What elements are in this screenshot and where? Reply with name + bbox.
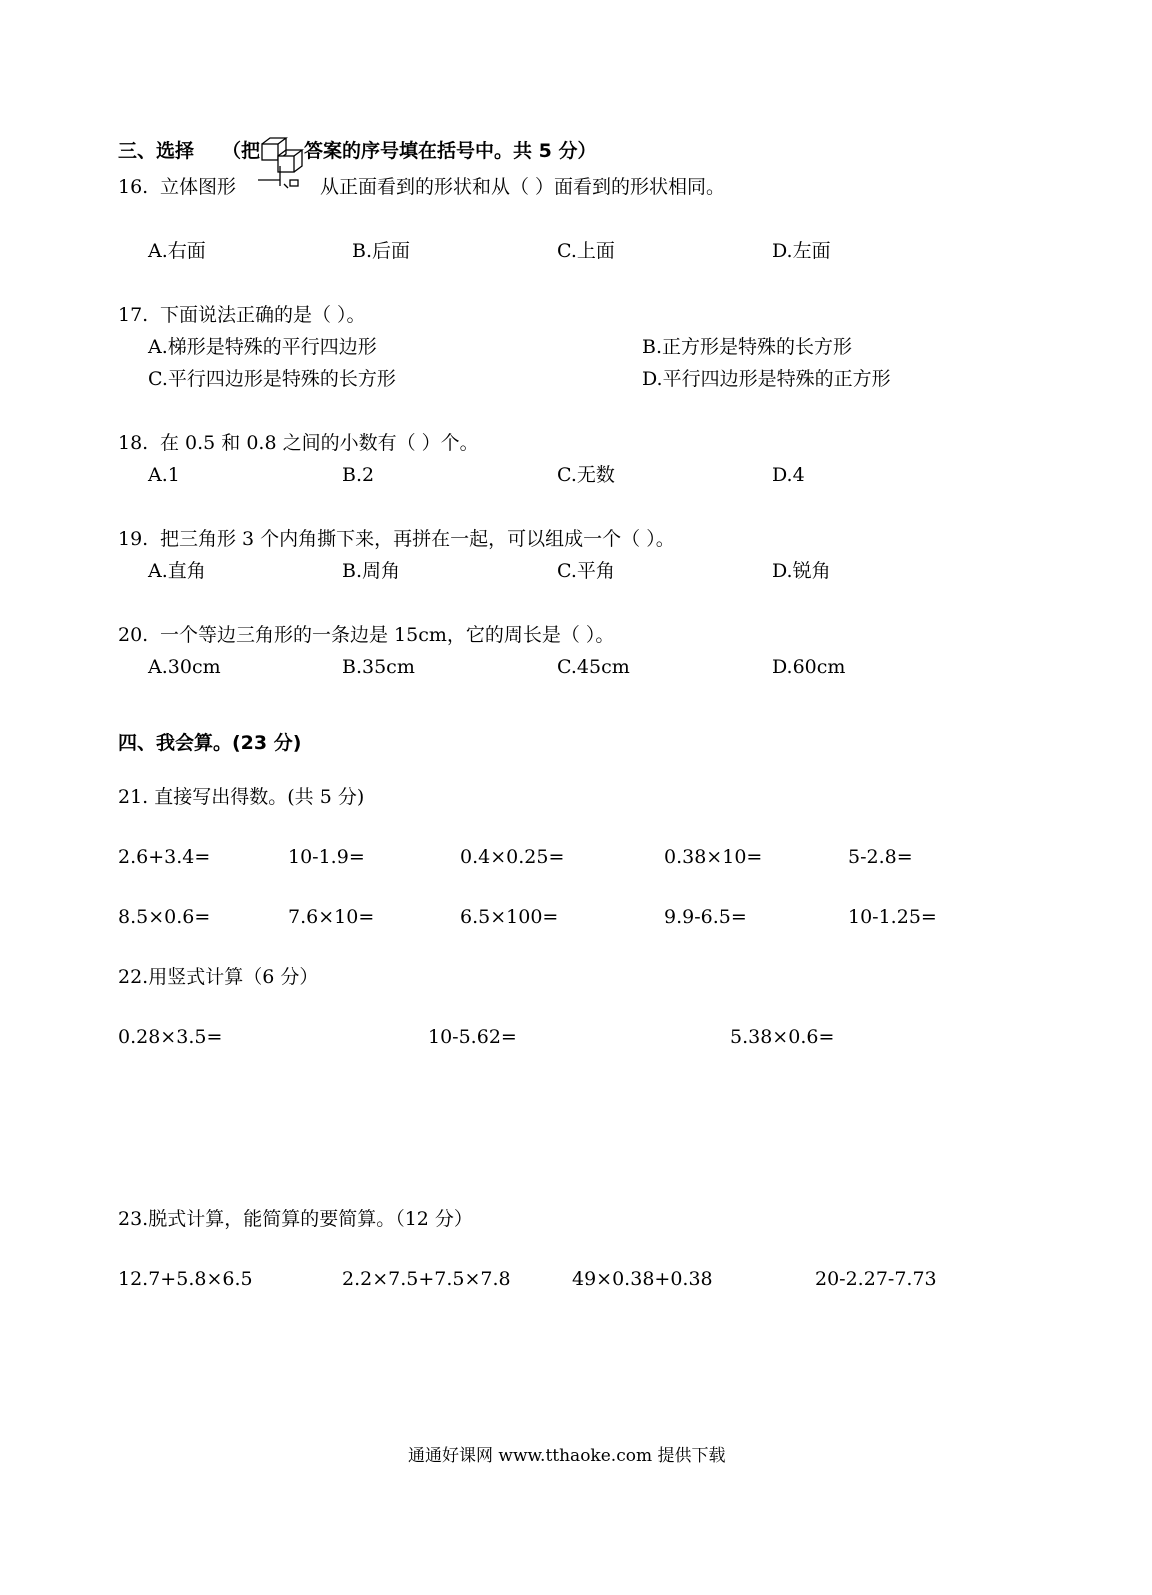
q22-title: 22.用竖式计算（6 分）	[118, 966, 319, 988]
q20-option-b: B.35cm	[342, 656, 415, 678]
q23-item: 20-2.27-7.73	[815, 1268, 937, 1290]
q18-option-b: B.2	[342, 464, 375, 486]
q16-option-a: A.右面	[148, 240, 206, 262]
section-3-note-end: 答案的序号填在括号中。共 5 分）	[304, 140, 597, 162]
q18-number: 18.	[118, 432, 149, 454]
q17-text: 下面说法正确的是（ ）。	[160, 304, 366, 326]
q16-option-d: D.左面	[772, 240, 831, 262]
q23-item: 2.2×7.5+7.5×7.8	[342, 1268, 511, 1290]
q19-number: 19.	[118, 528, 149, 550]
q21-item: 5-2.8=	[848, 846, 913, 868]
q20-option-a: A.30cm	[148, 656, 221, 678]
q20-option-c: C.45cm	[557, 656, 630, 678]
q16-option-c: C.上面	[557, 240, 615, 262]
q21-item: 0.38×10=	[664, 846, 763, 868]
q16-text-end: 从正面看到的形状和从（ ）面看到的形状相同。	[320, 176, 726, 198]
q16-number: 16.	[118, 176, 149, 198]
q17-option-a: A.梯形是特殊的平行四边形	[148, 336, 377, 358]
q21-item: 10-1.9=	[288, 846, 365, 868]
q17-number: 17.	[118, 304, 149, 326]
q19-option-c: C.平角	[557, 560, 615, 582]
q20-option-d: D.60cm	[772, 656, 846, 678]
q19-text: 把三角形 3 个内角撕下来，再拼在一起，可以组成一个（ ）。	[160, 528, 675, 550]
section-4-title: 四、我会算。(23 分)	[118, 732, 302, 754]
cube-stack-figure-icon	[256, 136, 306, 200]
q17-option-c: C.平行四边形是特殊的长方形	[148, 368, 396, 390]
q21-item: 8.5×0.6=	[118, 906, 211, 928]
q21-item: 2.6+3.4=	[118, 846, 211, 868]
q18-option-d: D.4	[772, 464, 805, 486]
q20-number: 20.	[118, 624, 149, 646]
q21-item: 10-1.25=	[848, 906, 937, 928]
q23-title: 23.脱式计算，能简算的要简算。（12 分）	[118, 1208, 473, 1230]
q16-option-b: B.后面	[352, 240, 411, 262]
q16-text-start: 立体图形	[160, 176, 237, 198]
q18-option-a: A.1	[148, 464, 180, 486]
footer-text: 通通好课网 www.tthaoke.com 提供下载	[408, 1446, 726, 1466]
q17-option-b: B.正方形是特殊的长方形	[642, 336, 853, 358]
section-3-title: 三、选择	[118, 140, 195, 162]
q22-item: 10-5.62=	[428, 1026, 517, 1048]
q17-option-d: D.平行四边形是特殊的正方形	[642, 368, 891, 390]
q22-item: 0.28×3.5=	[118, 1026, 223, 1048]
q19-option-d: D.锐角	[772, 560, 831, 582]
q20-text: 一个等边三角形的一条边是 15cm，它的周长是（ ）。	[160, 624, 615, 646]
q23-item: 49×0.38+0.38	[572, 1268, 713, 1290]
q21-item: 7.6×10=	[288, 906, 375, 928]
q18-option-c: C.无数	[557, 464, 615, 486]
q18-text: 在 0.5 和 0.8 之间的小数有（ ）个。	[160, 432, 479, 454]
q19-option-b: B.周角	[342, 560, 401, 582]
q21-title: 21. 直接写出得数。(共 5 分)	[118, 786, 365, 808]
q21-item: 0.4×0.25=	[460, 846, 565, 868]
q21-item: 6.5×100=	[460, 906, 559, 928]
q19-option-a: A.直角	[148, 560, 206, 582]
section-3-note-start: （把	[222, 140, 261, 162]
q22-item: 5.38×0.6=	[730, 1026, 835, 1048]
q21-item: 9.9-6.5=	[664, 906, 747, 928]
q23-item: 12.7+5.8×6.5	[118, 1268, 253, 1290]
